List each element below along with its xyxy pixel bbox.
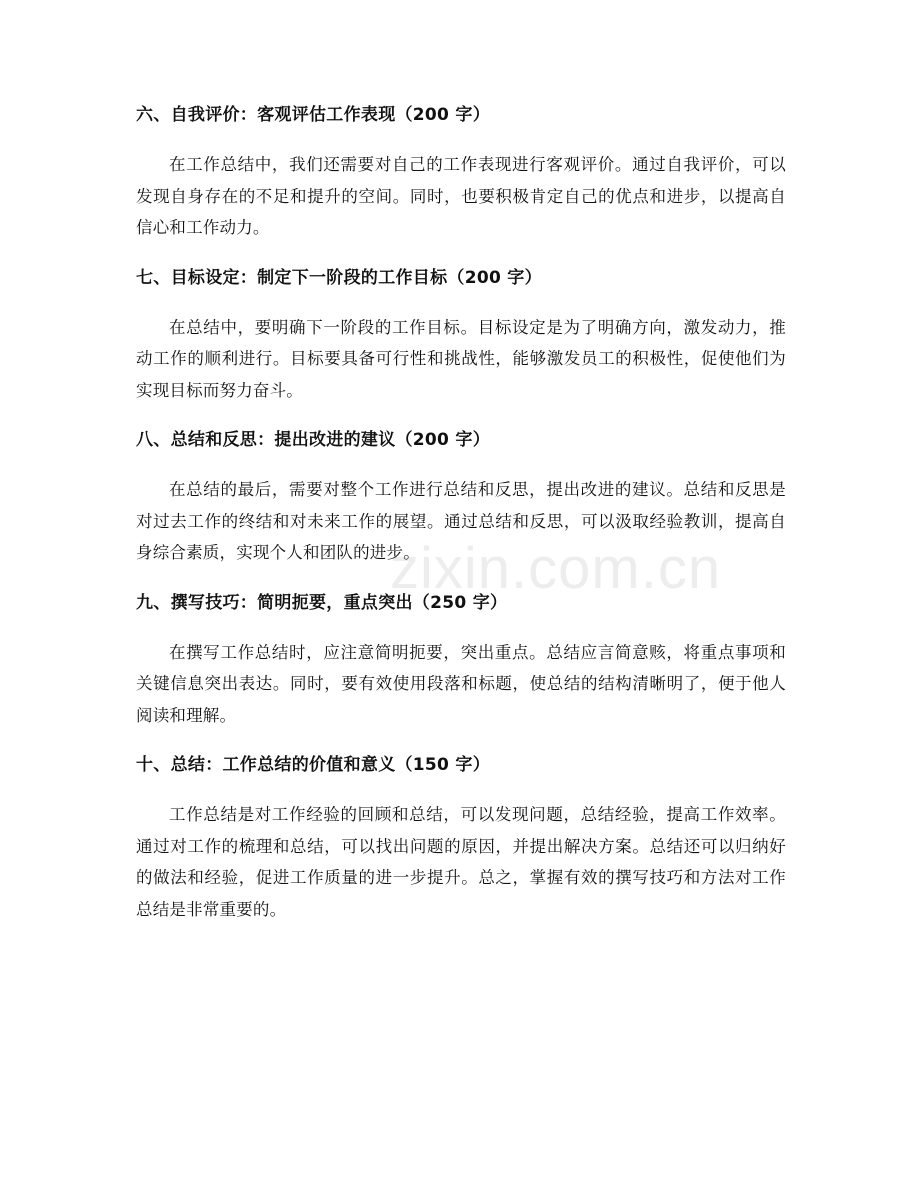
section-6 bbox=[136, 103, 786, 244]
section-heading: 六、自我评价：客观评估工作表现（200 字） bbox=[136, 105, 491, 125]
section-8 bbox=[136, 428, 786, 569]
section-heading: 八、总结和反思：提出改进的建议（200 字） bbox=[136, 430, 491, 450]
section-heading: 十、总结：工作总结的价值和意义（150 字） bbox=[136, 755, 491, 775]
section-paragraph: 工作总结是对工作经验的回顾和总结，可以发现问题，总结经验，提高工作效率。通过对工作的梳理和总结，可以找出问题的原因，并提出解决方案。总结还可以归纳好的做法和经验，促进工作质量的进一步提升。总之，掌握有效的撰写技巧和方法对工作总结是非常重要的。 bbox=[136, 805, 786, 919]
section-10 bbox=[136, 753, 786, 925]
section-9 bbox=[136, 591, 786, 732]
section-heading: 九、撰写技巧：简明扼要，重点突出（250 字） bbox=[136, 592, 508, 613]
section-paragraph: 在总结中，要明确下一阶段的工作目标。目标设定是为了明确方向，激发动力，推动工作的顺利进行。目标要具备可行性和挑战性，能够激发员工的积极性，促使他们为实现目标而努力奋斗。 bbox=[136, 317, 786, 400]
document-content bbox=[136, 103, 786, 947]
section-7 bbox=[136, 266, 786, 407]
section-paragraph: 在总结的最后，需要对整个工作进行总结和反思，提出改进的建议。总结和反思是对过去工作的终结和对未来工作的展望。通过总结和反思，可以汲取经验教训，提高自身综合素质，实现个人和团队的进步。 bbox=[136, 480, 786, 562]
section-heading: 七、目标设定：制定下一阶段的工作目标（200 字） bbox=[136, 267, 542, 288]
section-paragraph: 在撰写工作总结时，应注意简明扼要，突出重点。总结应言简意赅，将重点事项和关键信息突出表达。同时，要有效使用段落和标题，使总结的结构清晰明了，便于他人阅读和理解。 bbox=[136, 642, 786, 725]
watermark: zixin.com.cn bbox=[390, 536, 722, 601]
section-paragraph: 在工作总结中，我们还需要对自己的工作表现进行客观评价。通过自我评价，可以发现自身存在的不足和提升的空间。同时，也要积极肯定自己的优点和进步，以提高自信心和工作动力。 bbox=[136, 155, 786, 237]
